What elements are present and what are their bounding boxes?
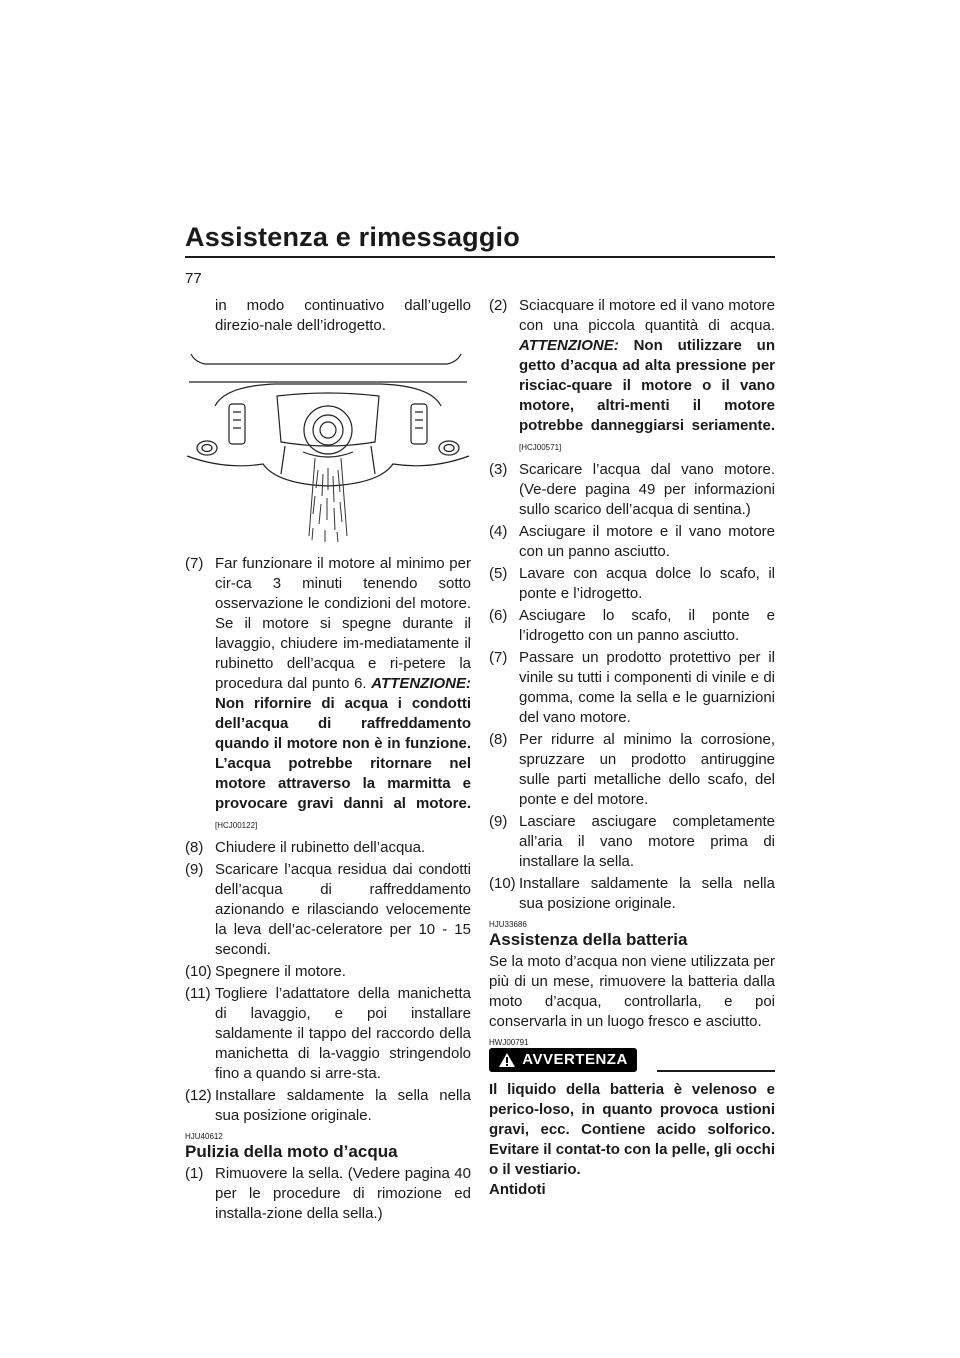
- cleaning-step-6: [489, 606, 775, 646]
- step-text: Passare un prodotto protettivo per il vinile su tutti i componenti di vinile e di gomma, come la sella e le guarnizioni del vano motore.: [519, 649, 775, 726]
- section-code: HJU40612: [185, 1132, 223, 1141]
- page-number: 77: [185, 270, 202, 287]
- step-number: (10): [489, 875, 516, 892]
- step-9: [185, 860, 471, 960]
- step-number: (7): [489, 649, 508, 666]
- step-number: (3): [489, 461, 508, 478]
- warning-label: AVVERTENZA: [522, 1051, 628, 1068]
- warning-rule: [657, 1070, 775, 1072]
- step-number: (6): [489, 607, 508, 624]
- caution-text: Non utilizzare un getto d’acqua ad alta pressione per risciac-quare il motore o il vano motore, altri-menti il motore potrebbe danneggiarsi seriamente.: [519, 337, 775, 434]
- step-number: (12): [185, 1087, 212, 1104]
- warning-code: HWJ00791: [489, 1038, 529, 1047]
- caution-text: Non rifornire di acqua i condotti dell’acqua di raffreddamento quando il motore non è in funzione. L’acqua potrebbe ritornare nel motore attraverso la marmitta e provocare gravi danni al motore.: [215, 695, 471, 812]
- step-text: Chiudere il rubinetto dell’acqua.: [215, 839, 426, 856]
- step-number: (11): [185, 985, 211, 1002]
- warning-triangle-icon: [498, 1052, 516, 1068]
- step-text: Installare saldamente la sella nella sua posizione originale.: [519, 875, 775, 912]
- step-text: Togliere l’adattatore della manichetta di lavaggio, e poi installare saldamente il tappo del raccordo della manichetta di la-vaggio stringendolo fino a quando si arre-sta.: [215, 985, 471, 1082]
- step-number: (9): [489, 813, 508, 830]
- step-number: (9): [185, 861, 204, 878]
- jet-nozzle-illustration: [185, 346, 471, 546]
- step-text: Lavare con acqua dolce lo scafo, il ponte e l’idrogetto.: [519, 565, 775, 602]
- step-number: (8): [185, 839, 204, 856]
- battery-paragraph: Se la moto d’acqua non viene utilizzata per più di un mese, rimuovere la batteria dalla moto d’acqua, controllarla, e poi conservarla in un luogo fresco e asciutto.: [489, 953, 776, 1030]
- cleaning-step-9: [489, 812, 775, 872]
- caution-label: ATTENZIONE:: [371, 675, 471, 692]
- warning-header: [489, 1048, 775, 1074]
- section-code: HJU33686: [489, 920, 527, 929]
- reference-code: [HCJ00122]: [215, 821, 258, 830]
- step-number: (4): [489, 523, 508, 540]
- cleaning-step-10: [489, 874, 775, 914]
- cleaning-step-4: [489, 522, 775, 562]
- step-text: Scaricare l’acqua residua dai condotti dell’acqua di raffreddamento azionando e rilasciando velocemente la leva dell’ac-celeratore per 10 - 15 secondi.: [215, 861, 471, 958]
- step-number: (10): [185, 963, 212, 980]
- section-heading: Pulizia della moto d’acqua: [185, 1142, 398, 1161]
- cleaning-step-1: [185, 1164, 471, 1224]
- left-column: [185, 296, 471, 1226]
- step-number: (1): [185, 1165, 204, 1182]
- step-8: [185, 838, 471, 858]
- page-title: Assistenza e rimessaggio: [185, 222, 520, 252]
- step-text: Sciacquare il motore ed il vano motore con una piccola quantità di acqua.: [519, 297, 775, 334]
- warning-text: Il liquido della batteria è velenoso e perico-loso, in quanto provoca ustioni gravi, ecc. Contiene acido solforico. Evitare il contat-to con la pelle, gli occhi o il vestiario.: [489, 1081, 775, 1178]
- step-7: [185, 554, 471, 836]
- step-12: [185, 1086, 471, 1126]
- warning-badge: [489, 1048, 637, 1072]
- cleaning-step-2: [489, 296, 775, 458]
- step-text: Per ridurre al minimo la corrosione, spruzzare un prodotto antiruggine sulle parti metalliche dello scafo, del ponte e del motore.: [519, 731, 775, 808]
- step-number: (8): [489, 731, 508, 748]
- step-text: Spegnere il motore.: [215, 963, 346, 980]
- step-text: Far funzionare il motore al minimo per cir-ca 3 minuti tenendo sotto osservazione le condizioni del motore. Se il motore si spegne durante il lavaggio, chiudere im-mediatamente il rubinetto dell’acqua e ri-petere la procedura dal punto 6.: [215, 555, 471, 692]
- antidote-heading: Antidoti: [489, 1181, 546, 1198]
- step-number: (7): [185, 555, 204, 572]
- step-number: (2): [489, 297, 508, 314]
- step-11: [185, 984, 471, 1084]
- step-text: Lasciare asciugare completamente all’aria il vano motore prima di installare la sella.: [519, 813, 775, 870]
- warning-block: [489, 1038, 775, 1200]
- step-text: Scaricare l’acqua dal vano motore. (Ve-dere pagina 49 per informazioni sullo scarico dell’acqua di sentina.): [519, 461, 775, 518]
- right-column: [489, 296, 775, 1200]
- step-10: [185, 962, 471, 982]
- step-text: Asciugare il motore e il vano motore con un panno asciutto.: [519, 523, 775, 560]
- step-text: Asciugare lo scafo, il ponte e l’idrogetto con un panno asciutto.: [519, 607, 775, 644]
- caution-label: ATTENZIONE:: [519, 337, 619, 354]
- step-text: Installare saldamente la sella nella sua posizione originale.: [215, 1087, 471, 1124]
- section-heading: Assistenza della batteria: [489, 930, 688, 949]
- step-text: Rimuovere la sella. (Vedere pagina 40 per le procedure di rimozione ed installa-zione della sella.): [215, 1165, 471, 1222]
- intro-continued: in modo continuativo dall’ugello direzio-nale dell’idrogetto.: [215, 297, 471, 334]
- cleaning-step-8: [489, 730, 775, 810]
- step-number: (5): [489, 565, 508, 582]
- title-rule: [185, 256, 775, 258]
- cleaning-step-3: [489, 460, 775, 520]
- reference-code: [HCJ00571]: [519, 443, 562, 452]
- cleaning-step-7: [489, 648, 775, 728]
- cleaning-step-5: [489, 564, 775, 604]
